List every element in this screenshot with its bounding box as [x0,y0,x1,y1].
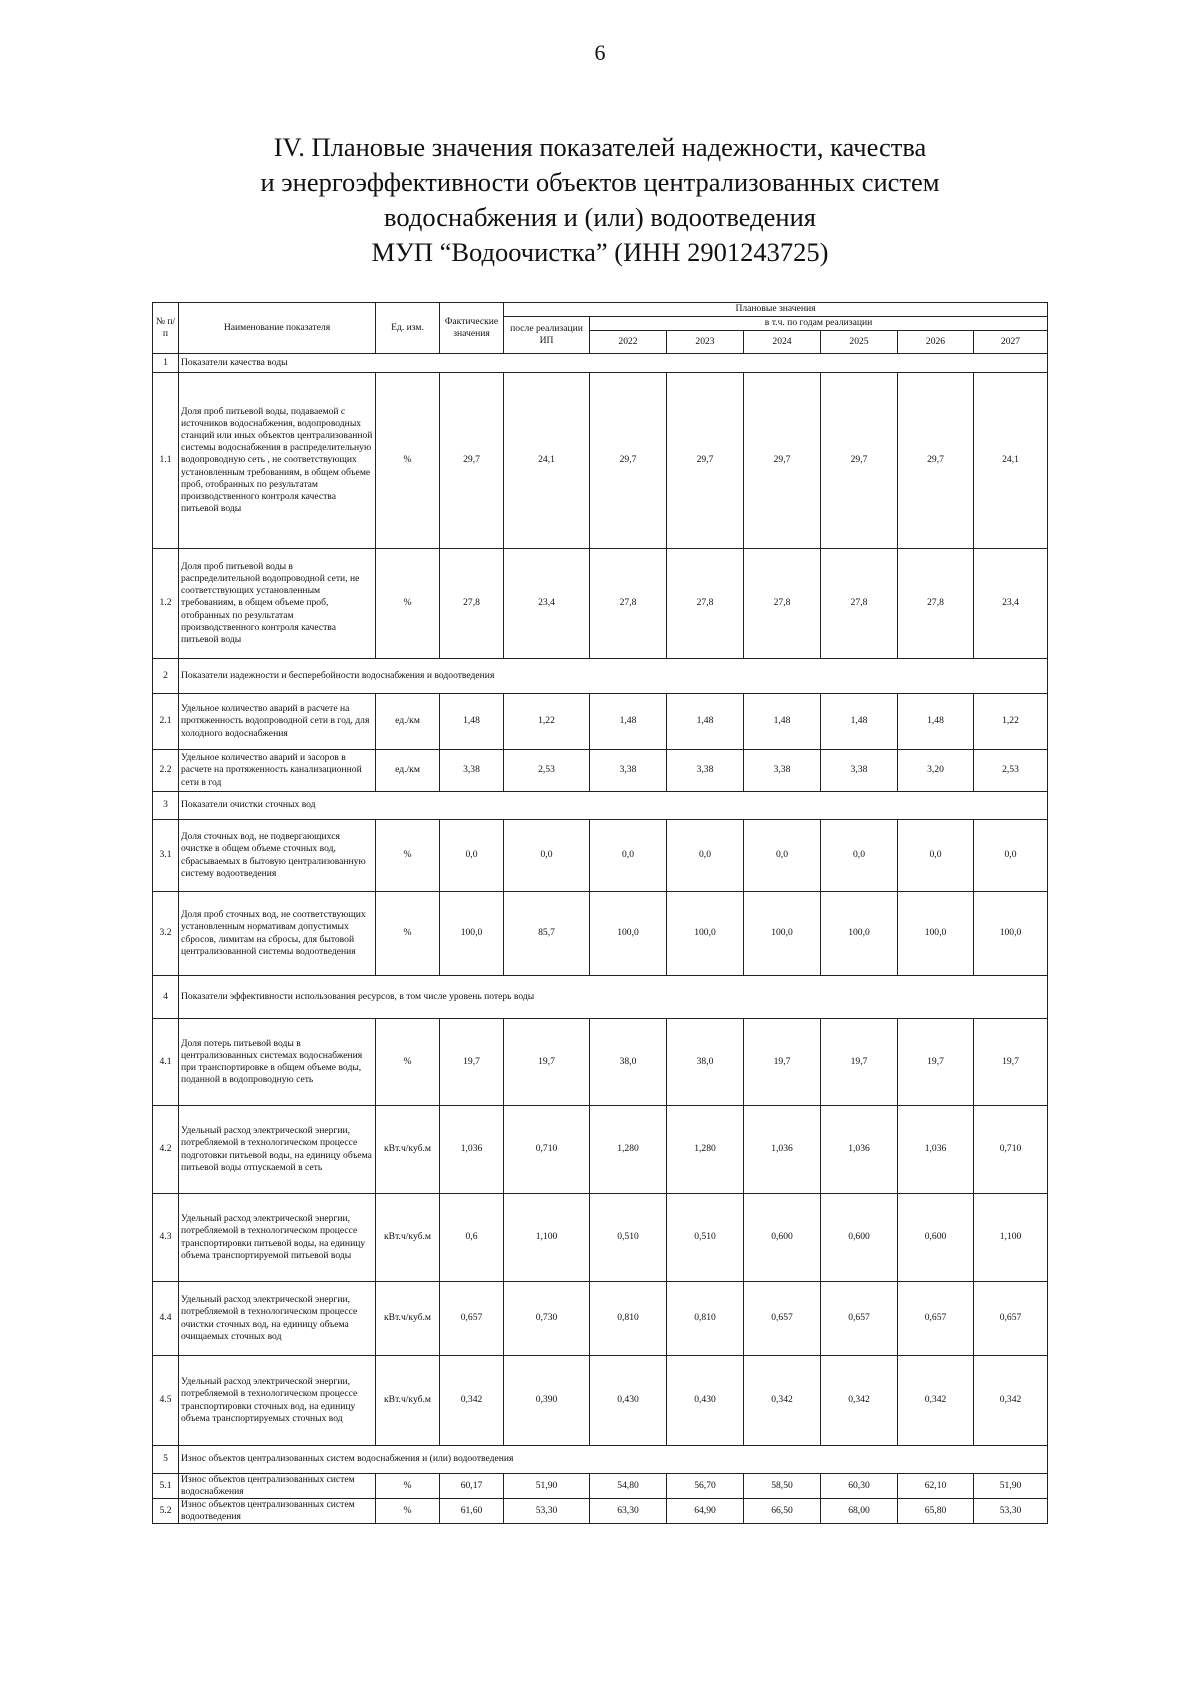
indicator-name: Износ объектов централизованных систем водоотведения [179,1499,376,1524]
year-value: 58,50 [744,1474,821,1499]
header-planned: Плановые значения [504,303,1048,317]
year-value: 100,0 [898,892,974,976]
year-value: 1,036 [898,1106,974,1194]
row-number: 4.3 [153,1194,179,1282]
row-number: 3 [153,792,179,820]
year-value: 0,342 [821,1356,898,1446]
unit-cell: кВт.ч/куб.м [376,1194,440,1282]
indicator-name: Доля проб питьевой воды, подаваемой с источников водоснабжения, водопроводных станций или иных объектов централизованной системы водоснабжения в распределительную водопроводную сеть , не соответствующих установленным требованиям, в общем объеме проб, отобранных по результатам производственного контроля качества питьевой воды [179,373,376,549]
table-row [153,892,1048,976]
unit-cell: % [376,1474,440,1499]
row-number: 2.1 [153,694,179,750]
header-year: 2026 [898,331,974,354]
row-number: 4.2 [153,1106,179,1194]
year-value: 0,0 [744,820,821,892]
header-after: после реализации ИП [504,317,590,354]
unit-cell: ед./км [376,750,440,792]
year-value: 0,0 [974,820,1048,892]
row-number: 1.2 [153,549,179,659]
year-value: 0,810 [667,1282,744,1356]
table-row [153,1282,1048,1356]
year-value: 0,600 [744,1194,821,1282]
actual-value: 3,38 [440,750,504,792]
year-value: 1,48 [590,694,667,750]
year-value: 0,600 [898,1194,974,1282]
year-value: 29,7 [667,373,744,549]
year-value: 0,430 [667,1356,744,1446]
actual-value: 0,0 [440,820,504,892]
unit-cell: % [376,1019,440,1106]
row-number: 2 [153,659,179,694]
year-value: 27,8 [744,549,821,659]
year-value: 1,036 [744,1106,821,1194]
year-value: 0,342 [898,1356,974,1446]
year-value: 29,7 [898,373,974,549]
header-year: 2025 [821,331,898,354]
indicator-name: Удельный расход электрической энергии, потребляемой в технологическом процессе транспортировки питьевой воды, на единицу объема транспортируемой питьевой воды [179,1194,376,1282]
year-value: 3,38 [590,750,667,792]
year-value: 100,0 [821,892,898,976]
year-value: 1,48 [821,694,898,750]
section-title: Показатели очистки сточных вод [179,792,1048,820]
actual-value: 0,657 [440,1282,504,1356]
after-ip-value: 53,30 [504,1499,590,1524]
year-value: 66,50 [744,1499,821,1524]
unit-cell: ед./км [376,694,440,750]
unit-cell: кВт.ч/куб.м [376,1282,440,1356]
indicator-name: Доля потерь питьевой воды в централизованных системах водоснабжения при транспортировке в общем объеме воды, поданной в водопроводную сеть [179,1019,376,1106]
year-value: 100,0 [744,892,821,976]
page-number: 6 [594,40,606,65]
year-value: 19,7 [898,1019,974,1106]
year-value: 100,0 [590,892,667,976]
year-value: 51,90 [974,1474,1048,1499]
year-value: 60,30 [821,1474,898,1499]
after-ip-value: 0,730 [504,1282,590,1356]
row-number: 4.4 [153,1282,179,1356]
section-title: Показатели эффективности использования ресурсов, в том числе уровень потерь воды [179,976,1048,1019]
year-value: 3,38 [667,750,744,792]
section-row [153,792,1048,820]
header-name: Наименование показателя [179,303,376,354]
table-row [153,373,1048,549]
year-value: 0,810 [590,1282,667,1356]
table-row [153,1019,1048,1106]
year-value: 1,22 [974,694,1048,750]
table-row [153,1106,1048,1194]
year-value: 0,600 [821,1194,898,1282]
indicator-name: Удельное количество аварий и засоров в расчете на протяженность канализационной сети в год [179,750,376,792]
year-value: 29,7 [590,373,667,549]
actual-value: 0,6 [440,1194,504,1282]
title-line: водоснабжения и (или) водоотведения [384,202,816,232]
year-value: 1,48 [667,694,744,750]
header-actual: Фактические значения [440,303,504,354]
year-value: 56,70 [667,1474,744,1499]
year-value: 0,0 [821,820,898,892]
year-value: 65,80 [898,1499,974,1524]
table-row [153,750,1048,792]
year-value: 3,38 [821,750,898,792]
actual-value: 60,17 [440,1474,504,1499]
indicator-name: Доля сточных вод, не подвергающихся очистке в общем объеме сточных вод, сбрасываемых в бытовую централизованную систему водоотведения [179,820,376,892]
year-value: 0,710 [974,1106,1048,1194]
section-title: Показатели качества воды [179,354,1048,373]
after-ip-value: 24,1 [504,373,590,549]
row-number: 4 [153,976,179,1019]
year-value: 0,0 [667,820,744,892]
actual-value: 29,7 [440,373,504,549]
year-value: 1,036 [821,1106,898,1194]
year-value: 29,7 [744,373,821,549]
section-title: Показатели надежности и бесперебойности водоснабжения и водоотведения [179,659,1048,694]
row-number: 4.1 [153,1019,179,1106]
after-ip-value: 2,53 [504,750,590,792]
table-row [153,1499,1048,1524]
section-row [153,659,1048,694]
document-title [150,130,1050,270]
table-row [153,694,1048,750]
unit-cell: % [376,892,440,976]
year-value: 0,0 [590,820,667,892]
year-value: 27,8 [590,549,667,659]
indicators-table [152,302,1048,1524]
year-value: 0,430 [590,1356,667,1446]
year-value: 63,30 [590,1499,667,1524]
row-number: 1 [153,354,179,373]
year-value: 1,280 [590,1106,667,1194]
row-number: 3.1 [153,820,179,892]
section-row [153,354,1048,373]
title-line: МУП “Водоочистка” (ИНН 2901243725) [371,237,829,267]
year-value: 0,0 [898,820,974,892]
year-value: 64,90 [667,1499,744,1524]
table-row [153,820,1048,892]
section-row [153,1446,1048,1474]
table-row [153,1356,1048,1446]
unit-cell: % [376,373,440,549]
after-ip-value: 51,90 [504,1474,590,1499]
year-value: 3,38 [744,750,821,792]
year-value: 19,7 [821,1019,898,1106]
header-year: 2027 [974,331,1048,354]
unit-cell: % [376,549,440,659]
year-value: 100,0 [974,892,1048,976]
year-value: 68,00 [821,1499,898,1524]
indicator-name: Удельный расход электрической энергии, потребляемой в технологическом процессе очистки сточных вод, на единицу объема очищаемых сточных вод [179,1282,376,1356]
actual-value: 100,0 [440,892,504,976]
year-value: 3,20 [898,750,974,792]
after-ip-value: 0,0 [504,820,590,892]
year-value: 1,280 [667,1106,744,1194]
row-number: 2.2 [153,750,179,792]
year-value: 27,8 [667,549,744,659]
indicator-name: Износ объектов централизованных систем водоснабжения [179,1474,376,1499]
year-value: 0,657 [898,1282,974,1356]
after-ip-value: 0,390 [504,1356,590,1446]
row-number: 3.2 [153,892,179,976]
year-value: 2,53 [974,750,1048,792]
year-value: 19,7 [744,1019,821,1106]
unit-cell: кВт.ч/куб.м [376,1106,440,1194]
indicator-name: Доля проб питьевой воды в распределительной водопроводной сети, не соответствующих установленным требованиям, в общем объеме проб, отобранных по результатам производственного контроля качества питьевой воды [179,549,376,659]
year-value: 0,342 [974,1356,1048,1446]
indicator-name: Удельный расход электрической энергии, потребляемой в технологическом процессе подготовки питьевой воды, на единицу объема питьевой воды отпускаемой в сеть [179,1106,376,1194]
year-value: 1,48 [898,694,974,750]
title-line: IV. Плановые значения показателей надежности, качества [273,132,927,162]
year-value: 1,100 [974,1194,1048,1282]
year-value: 19,7 [974,1019,1048,1106]
table-row [153,1474,1048,1499]
year-value: 0,510 [590,1194,667,1282]
year-value: 0,657 [821,1282,898,1356]
row-number: 5 [153,1446,179,1474]
actual-value: 19,7 [440,1019,504,1106]
after-ip-value: 0,710 [504,1106,590,1194]
header-num: № п/п [153,303,179,354]
year-value: 54,80 [590,1474,667,1499]
year-value: 62,10 [898,1474,974,1499]
year-value: 1,48 [744,694,821,750]
section-row [153,976,1048,1019]
table-row [153,1194,1048,1282]
year-value: 0,657 [974,1282,1048,1356]
actual-value: 0,342 [440,1356,504,1446]
year-value: 0,342 [744,1356,821,1446]
unit-cell: % [376,1499,440,1524]
year-value: 100,0 [667,892,744,976]
year-value: 0,657 [744,1282,821,1356]
year-value: 27,8 [898,549,974,659]
after-ip-value: 1,22 [504,694,590,750]
year-value: 29,7 [821,373,898,549]
title-line: и энергоэффективности объектов централизованных систем [260,167,940,197]
indicator-name: Удельный расход электрической энергии, потребляемой в технологическом процессе транспортировки сточных вод, на единицу объема транспортируемых сточных вод [179,1356,376,1446]
after-ip-value: 1,100 [504,1194,590,1282]
year-value: 23,4 [974,549,1048,659]
indicator-name: Доля проб сточных вод, не соответствующих установленным нормативам допустимых сбросов, лимитам на сбросы, для бытовой централизованной системы водоотведения [179,892,376,976]
row-number: 4.5 [153,1356,179,1446]
table-body [153,354,1048,1524]
actual-value: 1,036 [440,1106,504,1194]
indicator-name: Удельное количество аварий в расчете на протяженность водопроводной сети в год, для холодного водоснабжения [179,694,376,750]
after-ip-value: 85,7 [504,892,590,976]
table-row [153,549,1048,659]
row-number: 5.2 [153,1499,179,1524]
after-ip-value: 19,7 [504,1019,590,1106]
year-value: 38,0 [590,1019,667,1106]
year-value: 24,1 [974,373,1048,549]
after-ip-value: 23,4 [504,549,590,659]
header-year: 2023 [667,331,744,354]
year-value: 38,0 [667,1019,744,1106]
unit-cell: кВт.ч/куб.м [376,1356,440,1446]
row-number: 5.1 [153,1474,179,1499]
actual-value: 27,8 [440,549,504,659]
header-by-years: в т.ч. по годам реализации [590,317,1048,331]
unit-cell: % [376,820,440,892]
header-unit: Ед. изм. [376,303,440,354]
header-year: 2022 [590,331,667,354]
actual-value: 61,60 [440,1499,504,1524]
year-value: 27,8 [821,549,898,659]
row-number: 1.1 [153,373,179,549]
actual-value: 1,48 [440,694,504,750]
header-year: 2024 [744,331,821,354]
year-value: 53,30 [974,1499,1048,1524]
section-title: Износ объектов централизованных систем водоснабжения и (или) водоотведения [179,1446,1048,1474]
year-value: 0,510 [667,1194,744,1282]
